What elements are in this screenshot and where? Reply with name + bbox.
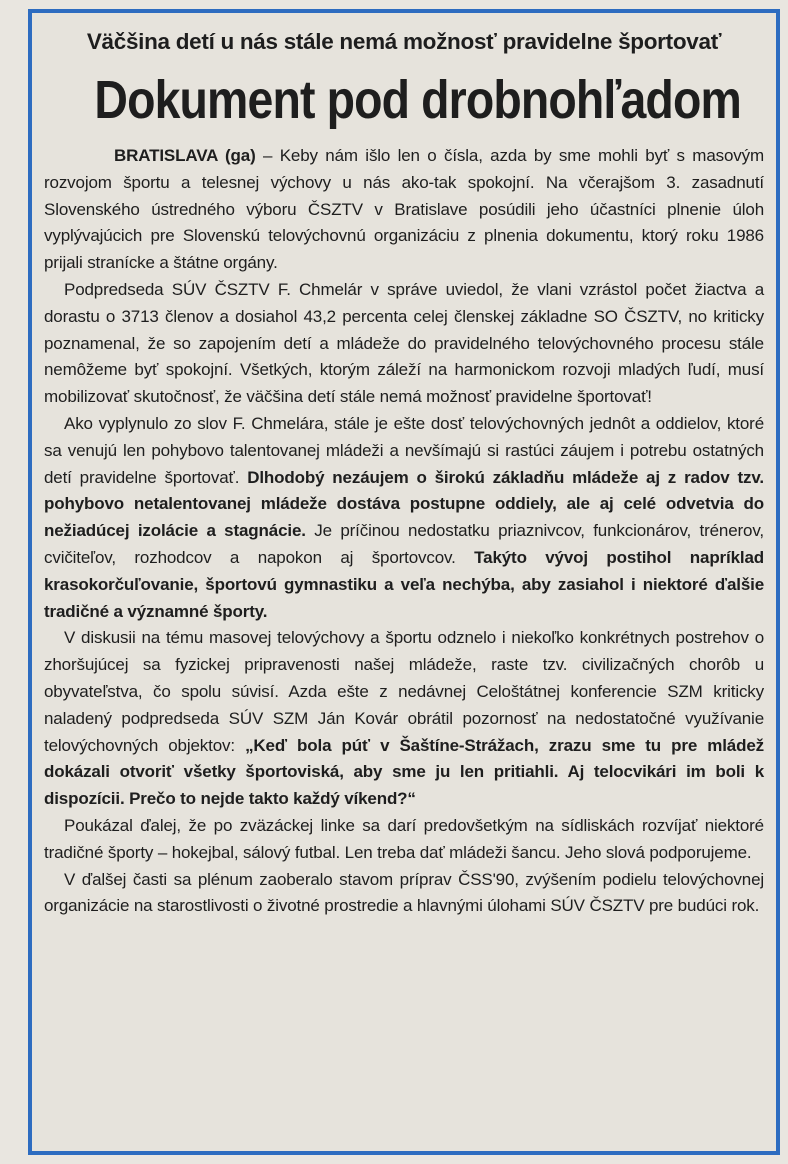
- text-run: – Keby nám išlo len o čísla, azda by sme mohli byť s masovým rozvojom športu a telesnej výchovy u nás ako-tak spokojní. Na včerajšom 3. zasadnutí Slovenského ústredného výboru ČSZTV v Bratislave posúdili jeho účastníci plnenie úloh vyplývajúcich pre Slovenskú telovýchovnú organizáciu z plnenia dokumentu, ktorý roku 1986 prijali stranícke a štátne orgány.: [44, 146, 764, 273]
- article-paragraph: [44, 625, 764, 813]
- article-body: [44, 143, 764, 920]
- text-run: V diskusii na tému masovej telovýchovy a športu odznelo i niekoľko konkrétnych postrehov o zhoršujúcej sa fyzickej pripravenosti našej mládeže, raste tzv. civilizačných chorôb u obyvateľstva, čo spolu súvisí. Azda ešte z nedávnej Celoštátnej konferencie SZM kriticky naladený podpredseda SÚV SZM Ján Kovár obrátil pozornosť na nedostatočné využívanie telovýchovných objektov:: [44, 628, 764, 755]
- article-paragraph: [44, 277, 764, 411]
- bold-text-run: Takýto vývoj postihol napríklad krasokorčuľovanie, športovú gymnastiku a veľa nechýba, aby zasiahol i niektoré ďalšie tradičné a významné športy.: [44, 547, 765, 621]
- text-run: Poukázal ďalej, že po zväzáckej linke sa darí predovšetkým na sídliskách rozvíjať niektoré tradičné športy – hokejbal, sálový futbal. Len treba dať mládeži šancu. Jeho slová podporujeme.: [44, 815, 764, 862]
- article-content: [44, 27, 764, 1141]
- article-headline: Dokument pod drobnohľadom: [94, 70, 741, 130]
- text-run: Ako vyplynulo zo slov F. Chmelára, stále je ešte dosť telovýchovných jednôt a oddielov, ktoré sa venujú len pohybovo talentovanej mládeži a nevšímajú si rastúci záujem i potrebu ostatných detí pravidelne športovať.: [44, 413, 764, 487]
- article-paragraph: [44, 143, 764, 277]
- article-paragraph: [44, 411, 764, 625]
- bold-text-run: BRATISLAVA (ga): [114, 146, 256, 165]
- text-run: Je príčinou nedostatku priaznivcov, funkcionárov, trénerov, cvičiteľov, rozhodcov a napokon aj športovcov.: [44, 521, 765, 567]
- bold-text-run: „Keď bola púť v Šaštíne-Strážach, zrazu sme tu pre mládež dokázali otvoriť všetky športoviská, aby sme ju len pritiahli. Aj telocvikári im boli k dispozícii. Prečo to nejde takto každý víkend?“: [44, 735, 764, 809]
- text-run: V ďalšej časti sa plénum zaoberalo stavom príprav ČSS'90, zvýšením podielu telovýchovnej organizácie na starostlivosti o životné prostredie a hlavnými úlohami SÚV ČSZTV pre budúci rok.: [44, 869, 764, 916]
- article-paragraph: [44, 813, 764, 867]
- article-kicker: Väčšina detí u nás stále nemá možnosť pravidelne športovať: [86, 29, 722, 54]
- text-run: Podpredseda SÚV ČSZTV F. Chmelár v správe uviedol, že vlani vzrástol počet žiactva a dorastu o 3713 členov a dosiahol 43,2 percenta celej členskej základne SO ČSZTV, no kriticky poznamenal, že so zapojením detí a mládeže do pravidelného telovýchovného procesu stále nemôžeme byť spokojní. Všetkých, ktorým záleží na harmonickom rozvoji mladých ľudí, musí mobilizovať skutočnosť, že väčšina detí stále nemá možnosť pravidelne športovať!: [44, 279, 764, 407]
- bold-text-run: Dlhodobý nezáujem o širokú základňu mládeže aj z radov tzv. pohybovo netalentovanej mládeže dostáva postupne oddiely, ale aj celé odvetvia do nežiadúcej izolácie a stagnácie.: [44, 467, 764, 541]
- article-frame: [28, 9, 780, 1155]
- article-paragraph: [44, 867, 764, 921]
